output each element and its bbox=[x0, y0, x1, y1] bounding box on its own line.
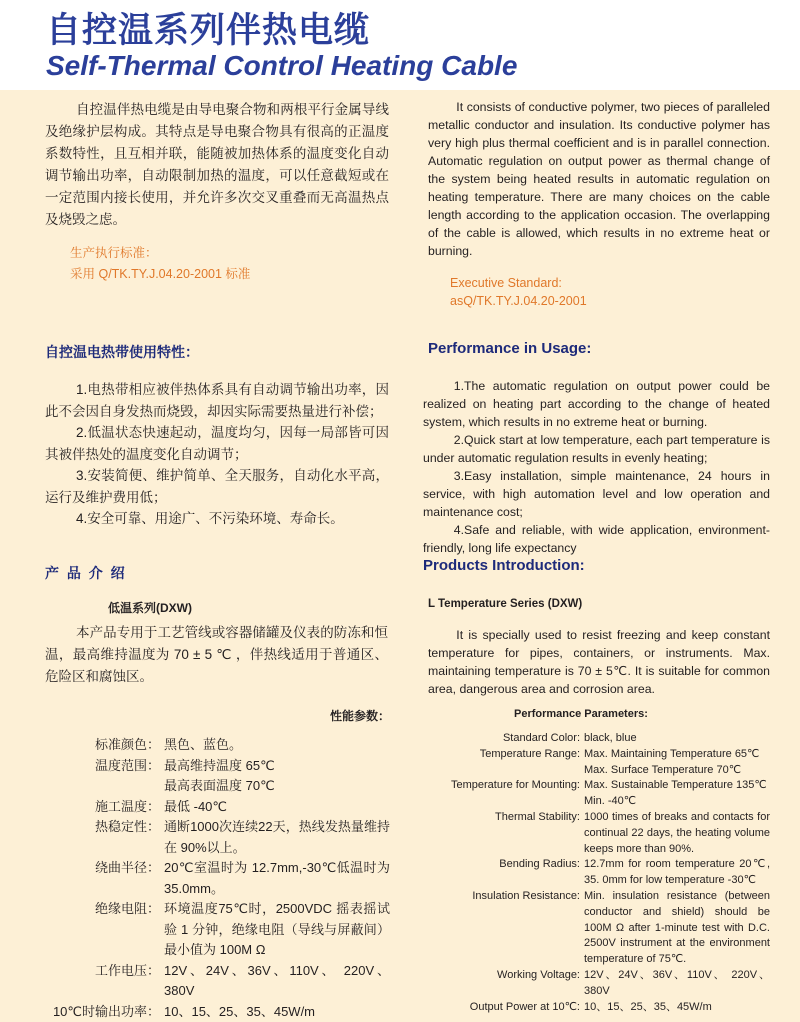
param-row bbox=[42, 1002, 390, 1022]
standard-cn-label: 生产执行标准： bbox=[70, 243, 158, 263]
param-row bbox=[418, 857, 770, 889]
param-value-line: 10、15、25、35、45W/m bbox=[584, 1000, 770, 1016]
param-label: 10℃时输出功率： bbox=[42, 1002, 160, 1022]
param-row bbox=[42, 899, 390, 961]
usage-list-en bbox=[423, 377, 770, 557]
param-value bbox=[160, 961, 390, 1002]
params-table-cn bbox=[42, 735, 390, 1022]
param-value bbox=[580, 857, 770, 889]
param-row bbox=[418, 778, 770, 810]
title-en: Self-Thermal Control Heating Cable bbox=[46, 50, 517, 82]
param-value-line: 12V、24V、36V、110V、 220V、380V bbox=[164, 961, 390, 1002]
usage-item-en: 3.Easy installation, simple maintenance, 24 hours in service, with high automation level and low operation and maintenance cost; bbox=[423, 467, 770, 521]
usage-item-cn: 2.低温状态快速起动，温度均匀，因每一局部皆可因其被伴热处的温度变化自动调节； bbox=[45, 422, 389, 465]
params-table-en bbox=[418, 731, 770, 1015]
param-label: Temperature for Mounting: bbox=[418, 778, 580, 810]
desc-cn: 本产品专用于工艺管线或容器储罐及仪表的防冻和恒温，最高维持温度为 70 ± 5 ℃ ，伴热线适用于普通区、危险区和腐蚀区。 bbox=[45, 622, 388, 688]
param-value-line: Min. -40℃ bbox=[584, 794, 770, 810]
param-label: 工作电压： bbox=[42, 961, 160, 1002]
param-value-line: 最低 -40℃ bbox=[164, 797, 390, 818]
param-value bbox=[580, 747, 770, 779]
param-value bbox=[160, 797, 390, 818]
usage-item-en: 2.Quick start at low temperature, each part temperature is under automatic regulation results in evenly heating; bbox=[423, 431, 770, 467]
usage-item-cn: 1.电热带相应被伴热体系具有自动调节输出功率，因此不会因自身发热而烧毁，却因实际需要热量进行补偿； bbox=[45, 379, 389, 422]
param-value-line: black, blue bbox=[584, 731, 770, 747]
series-en: L Temperature Series (DXW) bbox=[428, 598, 582, 610]
title-cn: 自控温系列伴热电缆 bbox=[46, 3, 370, 53]
param-value bbox=[160, 1002, 390, 1022]
param-label: Temperature Range: bbox=[418, 747, 580, 779]
param-value-line: 通断1000次连续22天，热线发热量维持在 90%以上。 bbox=[164, 817, 390, 858]
param-label: Output Power at 10℃: bbox=[418, 1000, 580, 1016]
usage-item-cn: 3.安装简便、维护简单、全天服务，自动化水平高，运行及维护费用低； bbox=[45, 465, 389, 508]
param-label: Insulation Resistance: bbox=[418, 889, 580, 968]
param-value-line: Min. insulation resistance (between conductor and shield) should be 100M Ω after 1-minute test with D.C. 2500V instrument at the environment temperature of 75℃. bbox=[584, 889, 770, 968]
param-value-line: 最高维持温度 65℃ bbox=[164, 756, 390, 777]
param-value bbox=[160, 858, 390, 899]
param-value-line: 10、15、25、35、45W/m bbox=[164, 1002, 390, 1022]
param-label: Thermal Stability: bbox=[418, 810, 580, 857]
param-label: Standard Color: bbox=[418, 731, 580, 747]
param-value-line: 12V、24V、36V、110V、 220V、380V bbox=[584, 968, 770, 1000]
param-value bbox=[580, 1000, 770, 1016]
param-row bbox=[418, 889, 770, 968]
standard-en-value: asQ/TK.TY.J.04.20-2001 bbox=[450, 291, 587, 311]
param-row bbox=[42, 858, 390, 899]
param-value bbox=[580, 889, 770, 968]
param-value bbox=[580, 731, 770, 747]
param-label: Working Voltage: bbox=[418, 968, 580, 1000]
usage-heading-cn: 自控温电热带使用特性： bbox=[45, 342, 199, 362]
params-title-en: Performance Parameters: bbox=[514, 708, 648, 720]
param-label: 热稳定性： bbox=[42, 817, 160, 858]
desc-en: It is specially used to resist freezing and keep constant temperature for pipes, containers, or instruments. Max. maintaining temperature is 70 ± 5℃. It is suitable for common area, dangerous area and corrosion area. bbox=[428, 626, 770, 698]
param-label: 温度范围： bbox=[42, 756, 160, 797]
usage-item-en: 4.Safe and reliable, with wide application, environment-friendly, long life expectancy bbox=[423, 521, 770, 557]
usage-heading-en: Performance in Usage: bbox=[428, 340, 591, 357]
header bbox=[0, 0, 800, 90]
param-value bbox=[580, 968, 770, 1000]
param-value-line: 最高表面温度 70℃ bbox=[164, 776, 390, 797]
param-value-line: 环境温度75℃时，2500VDC 摇表摇试验 1 分钟，绝缘电阻（导线与屏蔽间）最小值为 100M Ω bbox=[164, 899, 390, 961]
param-value-line: 黑色、蓝色。 bbox=[164, 735, 390, 756]
standard-cn-value: 采用 Q/TK.TY.J.04.20-2001 标准 bbox=[70, 264, 250, 284]
param-row bbox=[42, 756, 390, 797]
usage-list-cn bbox=[45, 379, 389, 530]
param-label: 标准颜色： bbox=[42, 735, 160, 756]
param-value-line: Max. Sustainable Temperature 135℃ bbox=[584, 778, 770, 794]
param-value-line: Max. Maintaining Temperature 65℃ bbox=[584, 747, 770, 763]
param-value bbox=[580, 810, 770, 857]
param-value-line: Max. Surface Temperature 70℃ bbox=[584, 763, 770, 779]
series-cn: 低温系列(DXW) bbox=[108, 599, 192, 616]
param-label: 绕曲半径： bbox=[42, 858, 160, 899]
param-row bbox=[418, 747, 770, 779]
param-value bbox=[580, 778, 770, 810]
param-row bbox=[42, 961, 390, 1002]
param-row bbox=[42, 735, 390, 756]
param-row bbox=[42, 797, 390, 818]
params-title-cn: 性能参数： bbox=[330, 707, 390, 724]
standard-en-label: Executive Standard: bbox=[450, 273, 562, 293]
param-row bbox=[418, 810, 770, 857]
param-row bbox=[418, 1000, 770, 1016]
param-label: Bending Radius: bbox=[418, 857, 580, 889]
param-value-line: 12.7mm for room temperature 20℃, 35. 0mm for low temperature -30℃ bbox=[584, 857, 770, 889]
param-row bbox=[418, 968, 770, 1000]
usage-item-en: 1.The automatic regulation on output power could be realized on heating part according to the change of heated system, which results in no extreme heat or burning. bbox=[423, 377, 770, 431]
param-value bbox=[160, 899, 390, 961]
param-label: 施工温度： bbox=[42, 797, 160, 818]
intro-en: It consists of conductive polymer, two pieces of paralleled metallic conductor and insulation. Its conductive polymer has very high plus thermal coefficient and is in parallel connection. Automatic regulation on output power as thermal change of the system being heated results in automatic regulation on heating temperature. There are many choices on the cable length according to the application occasion. The overlapping of the cable is allowed, which results in no extreme heat or burning. bbox=[428, 98, 770, 260]
param-row bbox=[418, 731, 770, 747]
usage-item-cn: 4.安全可靠、用途广、不污染环境、寿命长。 bbox=[45, 508, 389, 530]
param-value-line: 20℃室温时为 12.7mm,-30℃低温时为35.0mm。 bbox=[164, 858, 390, 899]
param-value bbox=[160, 817, 390, 858]
param-label: 绝缘电阻： bbox=[42, 899, 160, 961]
param-row bbox=[42, 817, 390, 858]
param-value bbox=[160, 735, 390, 756]
param-value bbox=[160, 756, 390, 797]
products-heading-en: Products Introduction: bbox=[423, 557, 585, 574]
param-value-line: 1000 times of breaks and contacts for continual 22 days, the heating volume keeps more than 90%. bbox=[584, 810, 770, 857]
intro-cn: 自控温伴热电缆是由导电聚合物和两根平行金属导线及绝缘护层构成。其特点是导电聚合物具有很高的正温度系数特性，且互相并联，能随被加热体系的温度变化自动调节输出功率，自动限制加热的温度，可以任意截短或在一定范围内接长使用，并允许多次交叉重叠而无高温热点及烧毁之虑。 bbox=[45, 99, 389, 231]
products-heading-cn: 产 品 介 绍 bbox=[45, 563, 127, 583]
